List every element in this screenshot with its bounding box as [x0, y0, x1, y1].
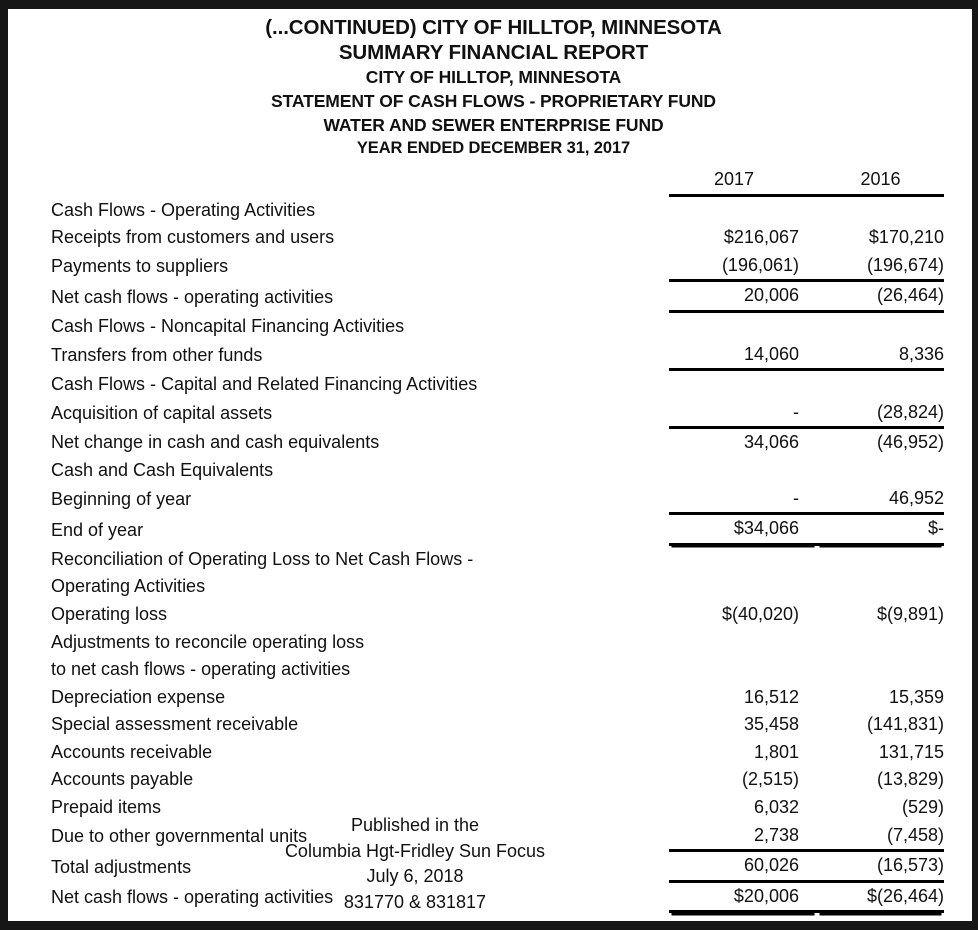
masthead-line-period: YEAR ENDED DECEMBER 31, 2017: [356, 139, 631, 157]
table-row-subtotal: [51, 281, 944, 312]
table-row: [51, 573, 944, 601]
row-label: Special assessment receivable: [51, 714, 299, 735]
row-amount-2017: [669, 370, 817, 399]
table-row: [51, 544, 944, 573]
row-label: Depreciation expense: [51, 686, 226, 707]
report-masthead: [51, 15, 936, 160]
row-amount-2016: [817, 370, 944, 399]
row-amount-2016: $170,210: [868, 227, 944, 248]
row-amount-2017: [669, 544, 817, 573]
table-row: [51, 457, 944, 485]
table-row: [51, 656, 944, 684]
row-label: Operating loss: [51, 603, 168, 624]
table-row: [51, 485, 944, 514]
row-label: Net cash flows - operating activities: [51, 887, 334, 908]
row-amount-2016: 131,715: [878, 741, 944, 762]
row-amount-2016: $(9,891): [876, 603, 944, 624]
masthead-line-fund: WATER AND SEWER ENTERPRISE FUND: [323, 115, 664, 135]
table-row: [51, 341, 944, 370]
row-amount-2016: (529): [901, 797, 944, 818]
table-row: [51, 399, 944, 428]
table-row: [51, 684, 944, 712]
row-amount-2017: [669, 457, 817, 485]
row-label: Adjustments to reconcile operating loss: [51, 631, 365, 652]
row-amount-2017: (196,061): [669, 252, 817, 281]
masthead-line-report-name: SUMMARY FINANCIAL REPORT: [338, 41, 649, 64]
row-amount-2017: 20,006: [669, 281, 817, 312]
row-amount-2017: $(40,020): [721, 603, 799, 624]
row-label: Cash Flows - Noncapital Financing Activities: [51, 315, 405, 336]
column-header-row: [51, 166, 944, 195]
row-label: Net change in cash and cash equivalents: [51, 432, 380, 453]
row-amount-2017: (2,515): [741, 769, 799, 790]
row-amount-2017: $20,006: [669, 881, 817, 912]
footer-published-line: Published in the: [350, 815, 480, 835]
row-amount-2016: (7,458): [817, 822, 944, 851]
row-label: Payments to suppliers: [51, 256, 229, 277]
table-row: [51, 711, 944, 739]
table-row: [51, 739, 944, 767]
statement-body: [51, 166, 944, 912]
table-row: [51, 195, 944, 224]
row-amount-2017: [669, 573, 817, 601]
row-amount-2016: (16,573): [817, 851, 944, 882]
row-label: End of year: [51, 519, 144, 540]
table-row: [51, 766, 944, 794]
row-amount-2016: [817, 311, 944, 340]
column-header-year2: 2016: [817, 166, 944, 195]
row-label: Due to other governmental units: [51, 826, 308, 847]
row-label: Acquisition of capital assets: [51, 403, 273, 424]
footer-notice-numbers: 831770 & 831817: [343, 891, 487, 912]
row-amount-2017: -: [669, 485, 817, 514]
row-amount-2017: $34,066: [669, 514, 817, 545]
row-label: Reconciliation of Operating Loss to Net Cash Flows -: [51, 548, 474, 569]
row-label: Cash Flows - Capital and Related Financing Activities: [51, 374, 478, 395]
row-label: Net cash flows - operating activities: [51, 286, 334, 307]
table-row: [51, 370, 944, 399]
table-row: [51, 428, 944, 457]
row-amount-2017: 6,032: [753, 797, 799, 818]
row-amount-2016: 46,952: [817, 485, 944, 514]
column-header-year1: 2017: [669, 166, 817, 195]
row-amount-2016: 15,359: [888, 686, 944, 707]
table-row: [51, 629, 944, 657]
row-amount-2016: [817, 544, 944, 573]
row-amount-2017: [669, 629, 817, 657]
row-label: Receipts from customers and users: [51, 227, 335, 248]
cash-flow-statement-table: [51, 166, 944, 913]
row-amount-2016: (196,674): [817, 252, 944, 281]
row-label: Accounts receivable: [51, 741, 213, 762]
row-amount-2016: [817, 629, 944, 657]
row-amount-2016: [817, 457, 944, 485]
row-label: Operating Activities: [51, 576, 206, 597]
row-label: Total adjustments: [51, 856, 192, 877]
row-label: Transfers from other funds: [51, 345, 263, 366]
table-row: [51, 252, 944, 281]
row-amount-2016: [817, 656, 944, 684]
row-amount-2017: 60,026: [669, 851, 817, 882]
row-amount-2016: 8,336: [817, 341, 944, 370]
row-amount-2017: 16,512: [743, 686, 799, 707]
row-amount-2017: 1,801: [753, 741, 799, 762]
column-header-blank: [51, 166, 669, 195]
row-amount-2017: 35,458: [743, 714, 799, 735]
row-label: Beginning of year: [51, 489, 192, 510]
table-row: [51, 311, 944, 340]
publication-footer: [8, 813, 972, 915]
row-label: Accounts payable: [51, 769, 194, 790]
table-row-total: [51, 514, 944, 545]
row-amount-2016: (13,829): [876, 769, 944, 790]
footer-publication-date: July 6, 2018: [366, 866, 464, 886]
masthead-line-continued-title: (...CONTINUED) CITY OF HILLTOP, MINNESOTA: [265, 16, 722, 39]
row-amount-2017: [669, 195, 817, 224]
masthead-line-statement: STATEMENT OF CASH FLOWS - PROPRIETARY FUND: [271, 91, 716, 111]
row-label: Cash Flows - Operating Activities: [51, 199, 316, 220]
row-amount-2016: [817, 195, 944, 224]
row-amount-2017: -: [669, 399, 817, 428]
table-row: [51, 224, 944, 252]
row-amount-2017: $216,067: [723, 227, 799, 248]
row-amount-2016: (26,464): [817, 281, 944, 312]
row-label: Cash and Cash Equivalents: [51, 459, 274, 480]
table-row: [51, 601, 944, 629]
masthead-line-city: CITY OF HILLTOP, MINNESOTA: [365, 67, 622, 87]
document-sheet: [8, 9, 972, 921]
row-amount-2017: 2,738: [669, 822, 817, 851]
row-amount-2017: 14,060: [669, 341, 817, 370]
row-amount-2017: [669, 656, 817, 684]
row-amount-2017: [669, 311, 817, 340]
row-amount-2016: $(26,464): [817, 881, 944, 912]
row-amount-2016: (46,952): [876, 432, 944, 453]
row-amount-2016: $-: [817, 514, 944, 545]
row-amount-2016: (141,831): [866, 714, 944, 735]
row-amount-2017: 34,066: [743, 432, 799, 453]
footer-publication-name: Columbia Hgt-Fridley Sun Focus: [284, 840, 546, 861]
row-amount-2016: (28,824): [817, 399, 944, 428]
row-label: Prepaid items: [51, 797, 162, 818]
row-amount-2016: [817, 573, 944, 601]
row-label: to net cash flows - operating activities: [51, 659, 351, 680]
